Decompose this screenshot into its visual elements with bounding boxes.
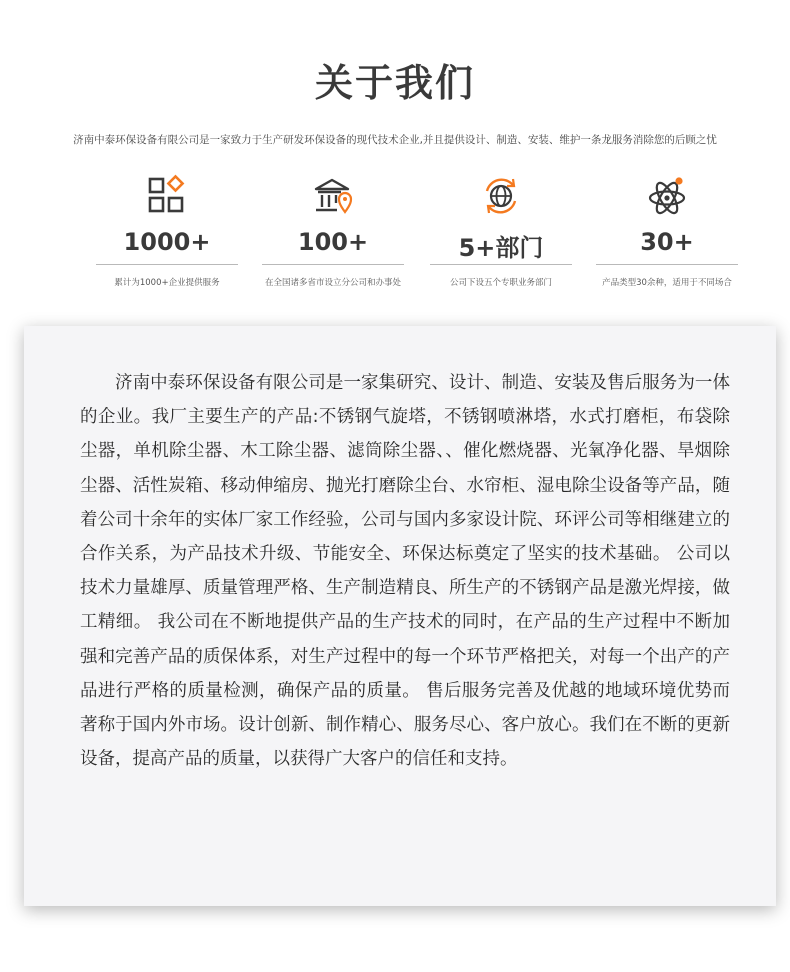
page-subtitle: 济南中泰环保设备有限公司是一家致力于生产研发环保设备的现代技术企业,并且提供设计、制造、安装、维护一条龙服务消除您的后顾之忧 [73,134,717,146]
stat-products [596,172,738,292]
stat-departments [430,172,572,292]
divider [430,264,572,265]
intro-paragraph: 济南中泰环保设备有限公司是一家集研究、设计、制造、安装及售后服务为一体的企业。我厂主要生产的产品:不锈钢气旋塔，不锈钢喷淋塔，水式打磨柜，布袋除尘器，单机除尘器、木工除尘器、滤筒除尘器、、催化燃烧器、光氧净化器、旱烟除尘器、活性炭箱、移动伸缩房、抛光打磨除尘台、水帘柜、湿电除尘设备等产品，随着公司十余年的实体厂家工作经验，公司与国内多家设计院、环评公司等相继建立的合作关系，为产品技术升级、节能安全、环保达标奠定了坚实的技术基础。 公司以技术力量雄厚、质量管理严格、生产制造精良、所生产的不锈钢产品是激光焊接，做工精细。 我公司在不断地提供产品的生产技术的同时，在产品的生产过程中不断加强和完善产品的质保体系，对生产过程中的每一个环节严格把关，对每一个出产的产品进行严格的质量检测，确保产品的质量。 售后服务完善及优越的地域环境优势而著称于国内外市场。设计创新、制作精心、服务尽心、客户放心。我们在不断的更新设备，提高产品的质量，以获得广大客户的信任和支持。 [80,373,730,770]
divider [596,264,738,265]
stat-caption: 产品类型30余种，适用于不同场合 [602,278,732,288]
grid-squares-icon [145,174,189,218]
divider [262,264,404,265]
stat-value: 5+部门 [458,234,544,262]
stat-branches [262,172,404,292]
stat-value: 1000+ [123,228,211,256]
building-location-icon [311,174,355,218]
globe-refresh-icon [479,174,523,218]
divider [96,264,238,265]
stat-value: 100+ [297,228,369,256]
stat-clients [96,172,238,292]
atom-icon [645,174,689,218]
stat-caption: 累计为1000+企业提供服务 [114,278,220,288]
stat-caption: 在全国诸多省市设立分公司和办事处 [264,278,401,288]
stats-row [96,172,746,292]
page-title: 关于我们 [314,61,475,105]
stat-caption: 公司下设五个专职业务部门 [449,278,552,288]
intro-card [24,326,776,906]
stat-value: 30+ [640,228,694,256]
